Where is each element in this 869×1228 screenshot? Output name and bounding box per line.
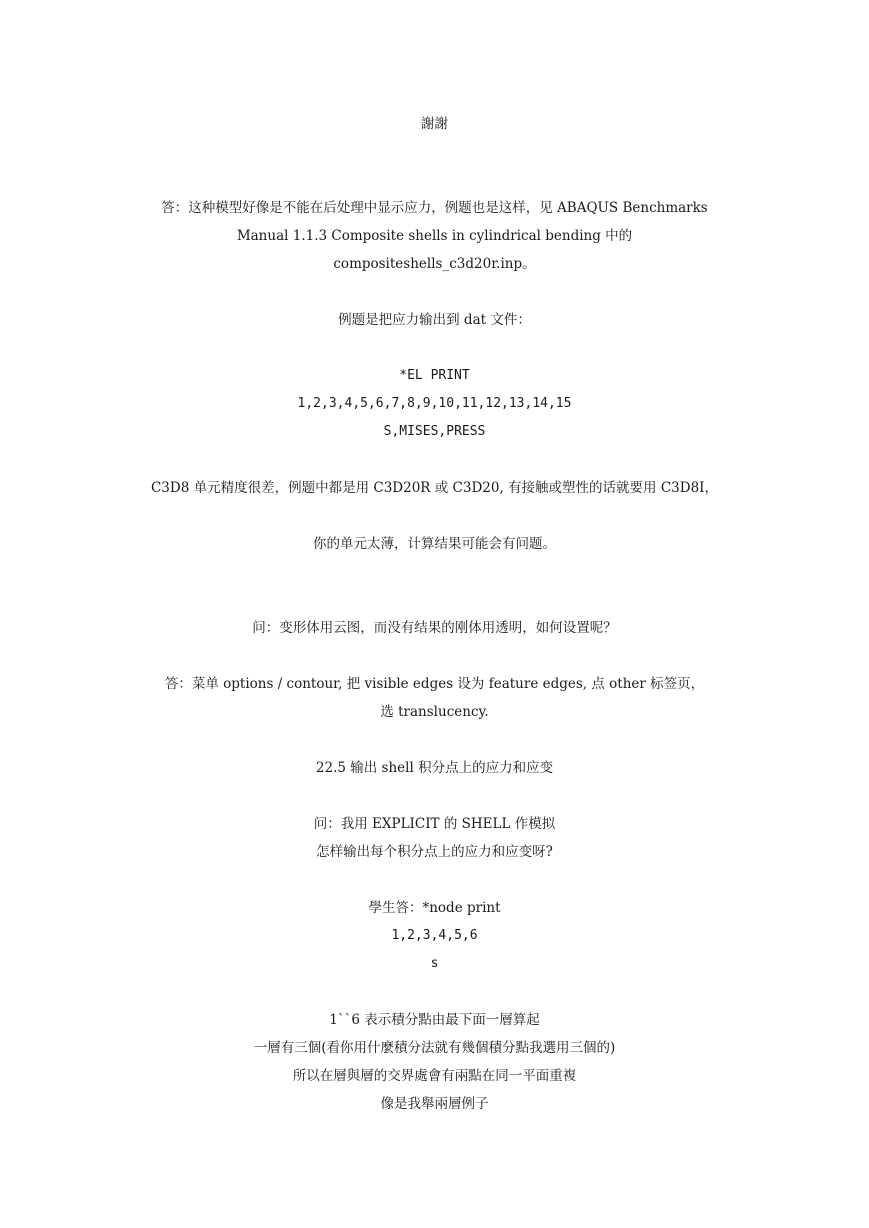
explanation-line-4: 像是我舉兩層例子 [380,1096,489,1112]
thanks-line: 謝謝 [421,116,448,132]
section-heading-22-5: 22.5 输出 shell 积分点上的应力和应变 [315,760,554,776]
element-precision-line: C3D8 单元精度很差，例题中都是用 C3D20R 或 C3D20, 有接触或塑性的话就要用 C3D8I， [150,480,719,496]
question-2-line: 问：变形体用云图，而没有结果的刚体用透明，如何设置呢？ [252,620,617,636]
element-thin-line: 你的单元太薄，计算结果可能会有问题。 [313,536,556,552]
answer-2-line-1: 答：菜单 options / contour, 把 visible edges 设为 feature edges, 点 other 标签页， [164,676,705,692]
question-3-line-2: 怎样输出每个积分点上的应力和应变呀? [316,844,553,860]
question-3-line-1: 问：我用 EXPLICIT 的 SHELL 作模拟 [313,816,556,832]
student-answer-line: 學生答：*node print [368,900,501,916]
explanation-line-1: 1``6 表示積分點由最下面一層算起 [329,1012,540,1028]
code-output-s: s [430,956,439,971]
code-element-list: 1,2,3,4,5,6,7,8,9,10,11,12,13,14,15 [297,396,572,411]
explanation-line-3: 所以在層與層的交界處會有兩點在同一平面重複 [292,1068,577,1084]
code-el-print: *EL PRINT [399,368,470,383]
answer-2-line-2: 选 translucency. [380,704,489,720]
answer-1-line-1: 答：这种模型好像是不能在后处理中显示应力，例题也是这样，见 ABAQUS Benchmarks [161,200,708,216]
answer-1-line-3: compositeshells_c3d20r.inp。 [333,256,536,272]
example-output-line: 例题是把应力输出到 dat 文件： [338,312,531,328]
explanation-line-2: 一層有三個(看你用什麼積分法就有幾個積分點我選用三個的) [253,1040,616,1056]
code-node-list: 1,2,3,4,5,6 [391,928,478,943]
answer-1-line-2: Manual 1.1.3 Composite shells in cylindrical bending 中的 [236,228,633,244]
code-output-vars: S,MISES,PRESS [383,424,486,439]
